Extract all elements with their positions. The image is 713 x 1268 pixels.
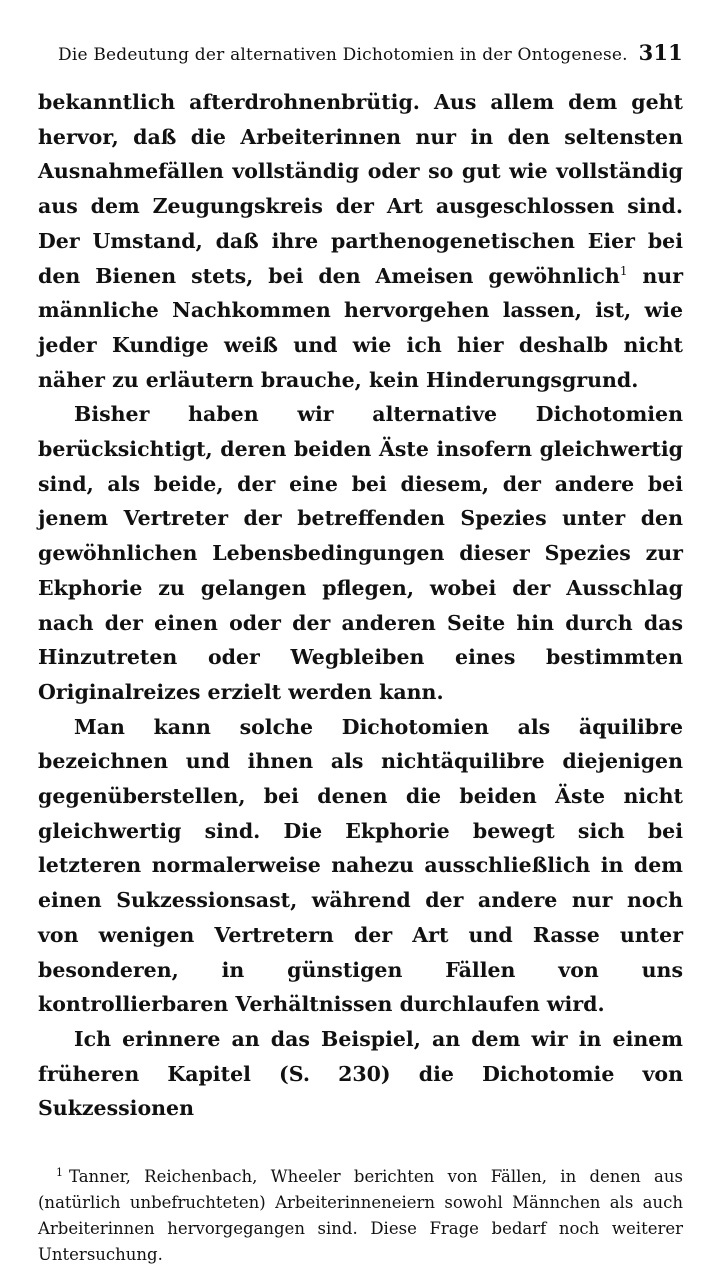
body-text: [38, 85, 683, 1126]
page-number: 311: [638, 40, 683, 65]
running-head: [58, 40, 683, 65]
paragraph-3: Man kann solche Dichotomien als äquilibre bezeichnen und ihnen als nichtäquilibre diejenigen gegenüberstellen, bei denen die beiden Äste nicht gleichwertig sind. Die Ekphorie bewegt sich bei letzteren normalerweise nahezu ausschließlich in dem einen Sukzessionsast, während der andere nur noch von wenigen Vertretern der Art und Rasse unter besonderen, in günstigen Fällen von uns kontrollierbaren Verhältnissen durchlaufen wird.: [38, 714, 683, 1017]
footnote-reference: 1: [619, 263, 628, 278]
paragraph-2: Bisher haben wir alternative Dichotomien berücksichtigt, deren beiden Äste insofern gleichwertig sind, als beide, der eine bei diesem, der andere bei jenem Vertreter der betreffenden Spezies unter den gewöhnlichen Lebensbedingungen dieser Spezies zur Ekphorie zu gelangen pflegen, wobei der Ausschlag nach der einen oder der anderen Seite hin durch das Hinzutreten oder Wegbleiben eines bestimmten Originalreizes erzielt werden kann.: [38, 402, 683, 704]
running-title: Die Bedeutung der alternativen Dichotomien in der Ontogenese.: [58, 45, 628, 65]
paragraph-1-text-end: nur männliche Nachkommen hervorgehen lassen, ist, wie jeder Kundige weiß und wie ich hier deshalb nicht näher zu erläutern brauche, kein Hinderungsgrund.: [38, 263, 683, 392]
paragraph-4: Ich erinnere an das Beispiel, an dem wir in einem früheren Kapitel (S. 230) die Dichotomie von Sukzessionen: [38, 1026, 683, 1121]
footnote-marker: 1: [56, 1165, 63, 1179]
paragraph-1: [38, 85, 683, 397]
footnote-1: [38, 1164, 683, 1268]
footnotes: [38, 1164, 683, 1268]
paragraph-1-text-start: bekanntlich afterdrohnenbrütig. Aus allem dem geht hervor, daß die Arbeiterinnen nur in den seltensten Ausnahmefällen vollständig oder so gut wie vollständig aus dem Zeugungskreis der Art ausgeschlossen sind. Der Umstand, daß ihre parthenogenetischen Eier bei den Bienen stets, bei den Ameisen gewöhnlich: [38, 90, 683, 288]
footnote-text: Tanner, Reichenbach, Wheeler berichten von Fällen, in denen aus (natürlich unbefruchteten) Arbeiterinneneiern sowohl Männchen als auch Arbeiterinnen hervorgegangen sind. Diese Frage bedarf noch weiterer Untersuchung.: [38, 1167, 683, 1265]
book-page: [38, 40, 683, 1268]
